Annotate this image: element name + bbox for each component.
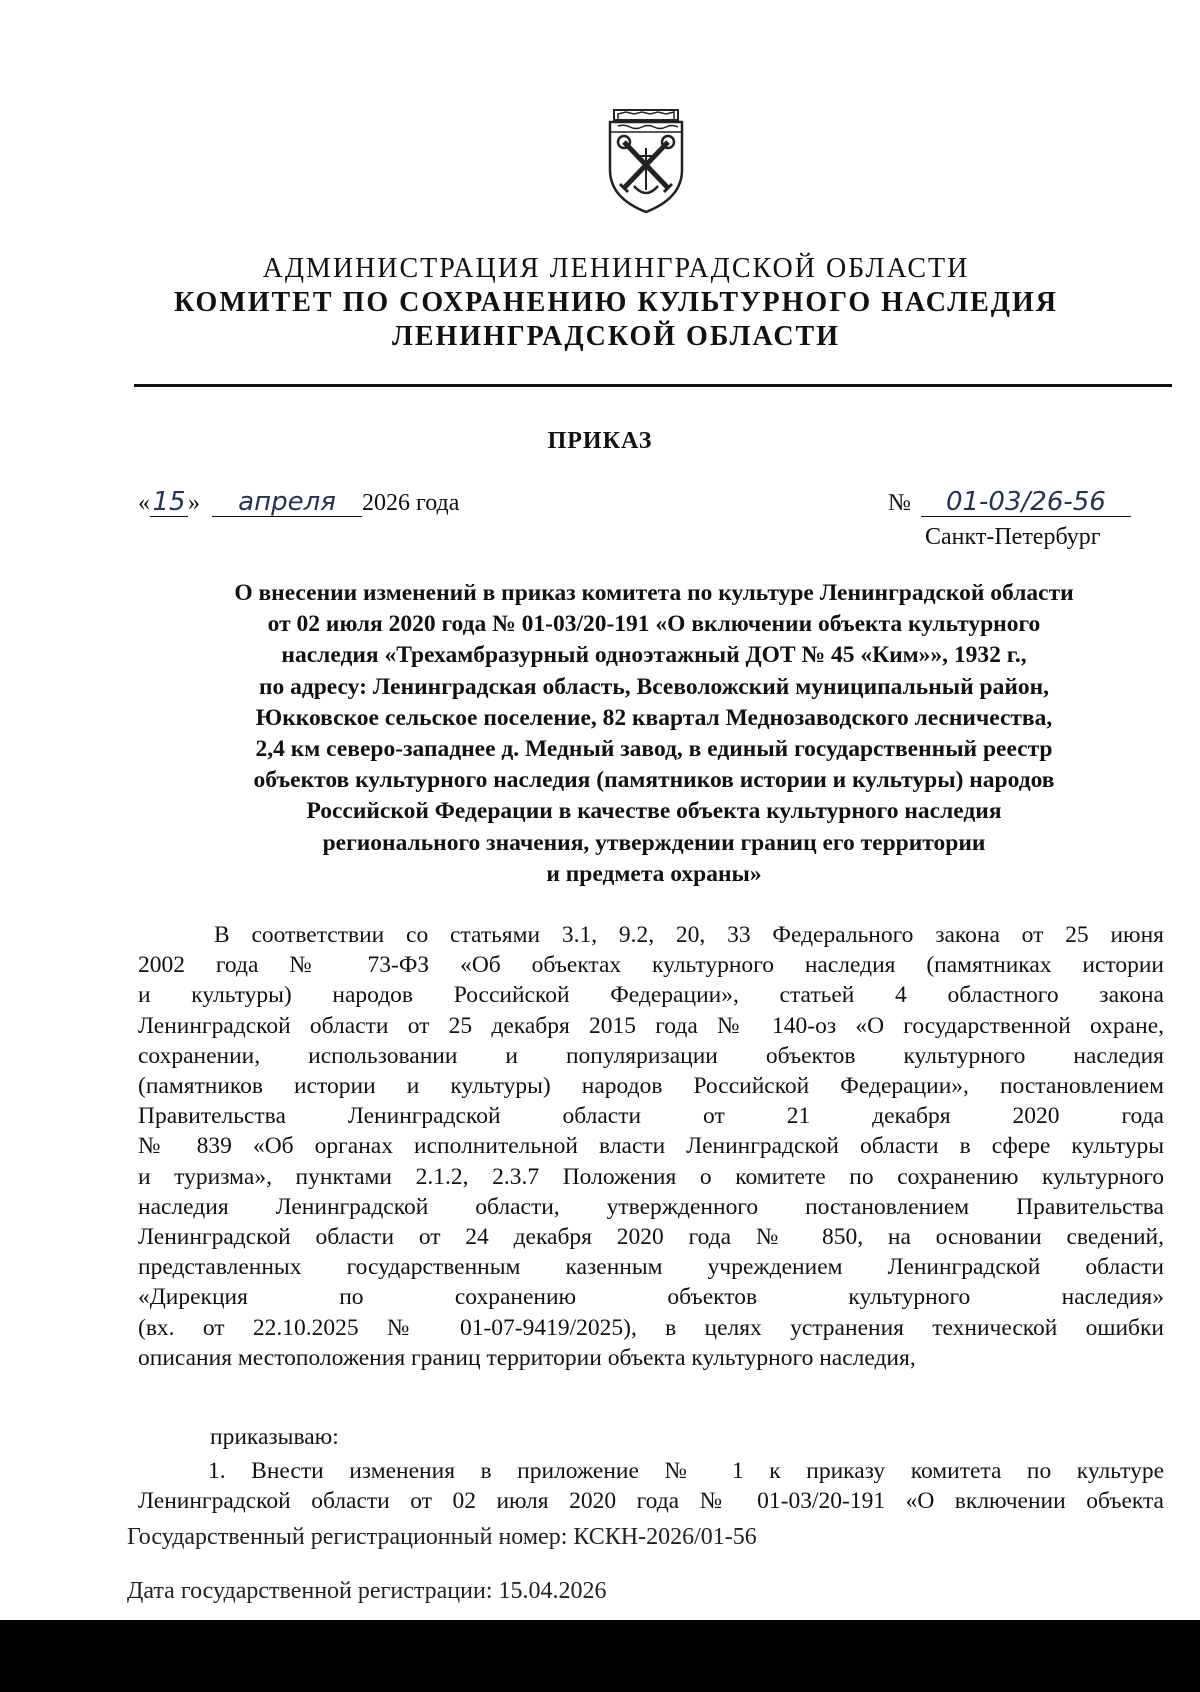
subject-line: Юкковское сельское поселение, 82 квартал Меднозаводского лесничества, — [255, 704, 1053, 731]
subject-line: по адресу: Ленинградская область, Всеволожский муниципальный район, — [258, 673, 1050, 700]
preamble-paragraph — [138, 920, 1164, 1373]
city: Санкт-Петербург — [925, 524, 1101, 550]
body-line: представленных государственным казенным учреждением Ленинградской области — [138, 1254, 1164, 1281]
order-subject — [144, 578, 1164, 890]
subject-line: и предмета охраны» — [546, 860, 762, 887]
body-line: и туризма», пунктами 2.1.2, 2.3.7 Положения о комитете по сохранению культурного — [138, 1163, 1164, 1190]
date-close-quote: » — [188, 490, 200, 516]
order-number-label: № — [888, 490, 911, 516]
coat-of-arms-icon — [606, 108, 686, 216]
subject-line: О внесении изменений в приказ комитета по культуре Ленинградской области — [234, 580, 1074, 606]
body-line: № 839 «Об органах исполнительной власти Ленинградской области в сфере культуры — [138, 1133, 1164, 1160]
order-number-handwritten: 01-03/26-56 — [921, 488, 1131, 517]
subject-line: 2,4 км северо-западнее д. Медный завод, в единый государственный реестр — [255, 736, 1053, 763]
body-line: Ленинградской области от 24 декабря 2020 года № 850, на основании сведений, — [138, 1224, 1164, 1251]
registration-number: Государственный регистрационный номер: КСКН-2026/01-56 — [127, 1524, 757, 1550]
scan-bottom-border — [0, 1620, 1200, 1692]
body-line: (вх. от 22.10.2025 № 01-07-9419/2025), в целях устранения технической ошибки — [138, 1314, 1164, 1341]
coat-of-arms-svg — [606, 108, 686, 216]
body-line: описания местоположения границ территории объекта культурного наследия, — [138, 1344, 916, 1371]
subject-line: объектов культурного наследия (памятников истории и культуры) народов — [253, 767, 1055, 794]
registration-date: Дата государственной регистрации: 15.04.2026 — [127, 1578, 607, 1604]
body-line: и культуры) народов Российской Федерации», статьей 4 областного закона — [138, 982, 1164, 1009]
subject-line: Российской Федерации в качестве объекта культурного наследия — [306, 798, 1002, 825]
order-word: приказываю: — [210, 1424, 339, 1450]
item-line: Ленинградской области от 02 июля 2020 года № 01-03/20-191 «О включении объекта — [138, 1488, 1164, 1515]
body-line: сохранении, использовании и популяризации объектов культурного наследия — [138, 1042, 1164, 1069]
date-day-handwritten: 15 — [150, 488, 188, 517]
body-line: В соответствии со статьями 3.1, 9.2, 20, 33 Федерального закона от 25 июня — [214, 922, 1164, 948]
date-year: 2026 года — [362, 490, 460, 516]
order-number — [888, 488, 1131, 517]
order-item-1 — [138, 1456, 1164, 1516]
subject-line: регионального значения, утверждении границ его территории — [322, 829, 986, 856]
subject-line: от 02 июля 2020 года № 01-03/20-191 «О включении объекта культурного — [267, 611, 1041, 638]
date-month-handwritten: апреля — [212, 488, 362, 517]
order-date — [138, 488, 459, 517]
subject-line: наследия «Трехамбразурный одноэтажный ДОТ № 45 «Ким»», 1932 г., — [281, 642, 1027, 669]
header-administration: АДМИНИСТРАЦИЯ ЛЕНИНГРАДСКОЙ ОБЛАСТИ — [262, 253, 970, 284]
header-region: ЛЕНИНГРАДСКОЙ ОБЛАСТИ — [391, 321, 841, 352]
header-divider — [134, 384, 1172, 387]
document-title: ПРИКАЗ — [547, 428, 653, 454]
body-line: Ленинградской области от 25 декабря 2015 года № 140-оз «О государственной охране, — [138, 1012, 1164, 1039]
body-line: 2002 года № 73-ФЗ «Об объектах культурного наследия (памятниках истории — [138, 952, 1164, 979]
header-committee: КОМИТЕТ ПО СОХРАНЕНИЮ КУЛЬТУРНОГО НАСЛЕДИЯ — [173, 287, 1059, 318]
body-line: наследия Ленинградской области, утвержденного постановлением Правительства — [138, 1193, 1164, 1220]
date-open-quote: « — [138, 490, 150, 516]
body-line: Правительства Ленинградской области от 21 декабря 2020 года — [138, 1103, 1164, 1130]
body-line: «Дирекция по сохранению объектов культурного наследия» — [138, 1284, 1164, 1311]
body-line: (памятников истории и культуры) народов Российской Федерации», постановлением — [138, 1073, 1164, 1100]
item-line: 1. Внести изменения в приложение № 1 к приказу комитета по культуре — [208, 1458, 1164, 1484]
